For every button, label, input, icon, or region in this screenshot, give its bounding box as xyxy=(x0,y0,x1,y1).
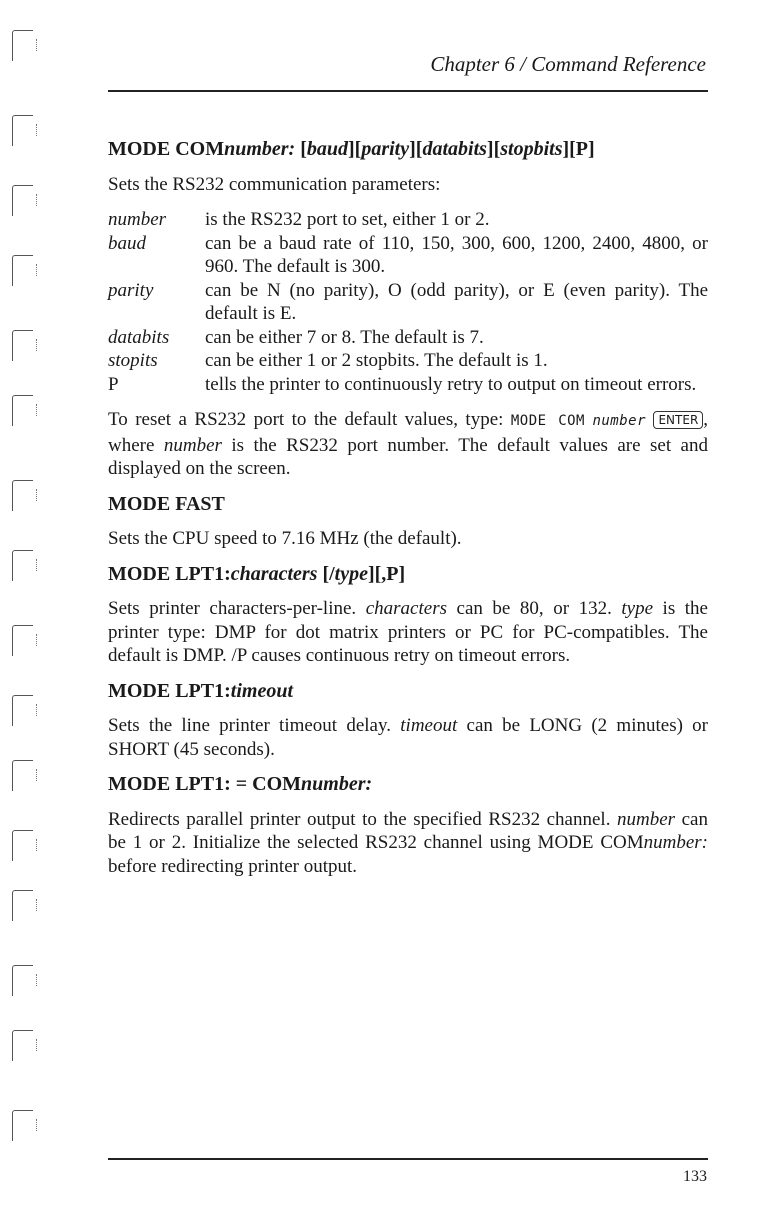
section-heading-mode-lpt1-timeout xyxy=(108,680,708,704)
command-arg: number xyxy=(592,413,647,429)
body-arg: number xyxy=(617,808,676,830)
binding-mark xyxy=(12,30,33,61)
parameter-term: parity xyxy=(108,279,154,301)
binding-mark xyxy=(12,550,33,581)
heading-arg: characters xyxy=(230,562,318,585)
parameter-description: can be N (no parity), O (odd parity), or E (even parity). The default is E. xyxy=(205,279,708,324)
running-header xyxy=(108,50,708,92)
binding-mark xyxy=(12,625,33,656)
section-heading-mode-com xyxy=(108,138,708,162)
body-arg: timeout xyxy=(400,715,458,736)
body-arg: type xyxy=(621,598,654,619)
parameter-row xyxy=(108,373,708,397)
section-heading-mode-lpt1-characters xyxy=(108,563,708,587)
parameter-description: can be either 1 or 2 stopbits. The default is 1. xyxy=(205,350,548,371)
parameter-description: tells the printer to continuously retry to output on timeout errors. xyxy=(205,373,697,395)
binding-mark xyxy=(12,1030,33,1061)
body-text: can be 80, or 132. xyxy=(446,598,622,619)
parameter-description: can be a baud rate of 110, 150, 300, 600, 1200, 2400, 4800, or 960. The default is 300. xyxy=(205,232,708,277)
heading-text: ][ xyxy=(409,138,423,160)
reset-paragraph xyxy=(108,408,708,481)
parameter-term: number xyxy=(108,209,167,230)
binding-mark xyxy=(12,185,33,216)
parameter-term: databits xyxy=(108,326,170,348)
command-code: MODE COM xyxy=(510,413,585,429)
heading-arg: number: xyxy=(301,773,373,795)
parameter-term: baud xyxy=(108,232,146,254)
binding-mark xyxy=(12,1110,33,1141)
body-text: is the printer type: DMP for dot matrix printers or PC for PC-compatibles. The default is DMP. /P causes continuous retry on timeout errors. xyxy=(108,598,708,666)
page-content xyxy=(108,138,708,890)
binding-mark xyxy=(12,330,33,361)
binding-mark xyxy=(12,760,33,791)
heading-arg: databits xyxy=(422,138,487,160)
binding-mark xyxy=(12,480,33,511)
body-arg: number: xyxy=(643,832,708,853)
body-text: Redirects parallel printer output to the specified RS232 channel. xyxy=(108,808,618,830)
enter-key-icon: ENTER xyxy=(653,411,703,429)
heading-arg: parity xyxy=(361,138,410,160)
parameter-term: stopits xyxy=(108,350,158,371)
section-body xyxy=(108,808,708,879)
parameter-row xyxy=(108,232,708,279)
body-text: can be 1 or 2. Initialize the selected RS232 channel using MODE COM xyxy=(108,808,708,853)
section-heading-mode-lpt1-redirect xyxy=(108,773,708,797)
body-arg: characters xyxy=(365,598,447,619)
heading-text: MODE LPT1: = COM xyxy=(108,773,302,795)
body-text: Sets the line printer timeout delay. xyxy=(108,715,401,736)
binding-mark xyxy=(12,830,33,861)
footer-rule xyxy=(108,1158,708,1160)
binding-mark xyxy=(12,115,33,146)
heading-text: [/ xyxy=(317,562,335,585)
page-number: 133 xyxy=(683,1168,707,1185)
heading-text: ][,P] xyxy=(367,562,406,585)
heading-text: ][ xyxy=(348,138,362,160)
binding-mark xyxy=(12,255,33,286)
parameter-description: can be either 7 or 8. The default is 7. xyxy=(205,326,484,348)
heading-arg: timeout xyxy=(230,679,294,702)
binding-mark xyxy=(12,965,33,996)
binding-mark xyxy=(12,890,33,921)
heading-text: [ xyxy=(295,138,307,160)
heading-text: MODE LPT1: xyxy=(108,562,231,585)
parameter-row xyxy=(108,208,708,232)
parameter-row xyxy=(108,279,708,326)
parameter-row xyxy=(108,349,708,373)
parameter-description: is the RS232 port to set, either 1 or 2. xyxy=(205,209,490,230)
heading-arg: type xyxy=(334,562,368,585)
heading-text: MODE COM xyxy=(108,138,225,160)
heading-text: MODE LPT1: xyxy=(108,679,231,702)
heading-text: ][P] xyxy=(562,138,595,160)
section-body xyxy=(108,714,708,761)
heading-arg: stopbits xyxy=(500,138,563,160)
section-body: Sets the CPU speed to 7.16 MHz (the default). xyxy=(108,528,462,549)
heading-arg: number: xyxy=(224,138,296,160)
body-text: , where xyxy=(108,409,709,456)
section-intro: Sets the RS232 communication parameters: xyxy=(108,173,441,195)
body-arg: number xyxy=(163,434,222,456)
body-text: before redirecting printer output. xyxy=(108,855,358,877)
binding-hole-marks xyxy=(8,30,48,1190)
heading-arg: baud xyxy=(306,138,349,160)
binding-mark xyxy=(12,695,33,726)
parameter-list xyxy=(108,208,708,396)
body-text: To reset a RS232 port to the default values, type: xyxy=(108,409,511,430)
body-text: Sets printer characters-per-line. xyxy=(108,598,366,619)
body-text: is the RS232 port number. The default values are set and displayed on the screen. xyxy=(108,434,708,479)
section-heading-mode-fast: MODE FAST xyxy=(108,492,225,515)
section-body xyxy=(108,597,708,668)
parameter-row xyxy=(108,326,708,350)
binding-mark xyxy=(12,395,33,426)
body-text: can be LONG (2 minutes) or SHORT (45 seconds). xyxy=(108,715,709,760)
header-title: Chapter 6 / Command Reference xyxy=(430,52,706,76)
heading-text: ][ xyxy=(486,138,501,160)
parameter-term: P xyxy=(108,373,119,395)
